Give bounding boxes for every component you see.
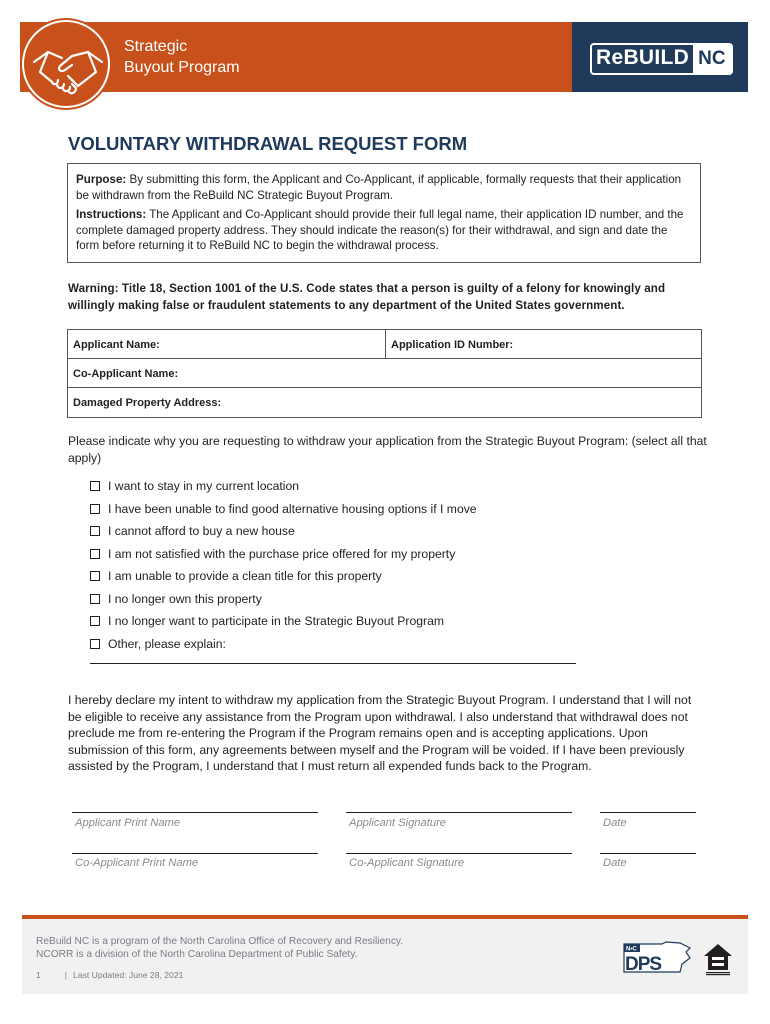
coapplicant-date-line[interactable]: [600, 853, 696, 854]
page-header: [0, 0, 770, 92]
reason-option[interactable]: [90, 475, 477, 498]
footer-text: [36, 936, 403, 961]
coapplicant-print-line[interactable]: [72, 853, 318, 854]
form-title: VOLUNTARY WITHDRAWAL REQUEST FORM: [68, 133, 468, 154]
purpose-paragraph: [76, 172, 692, 203]
reason-option[interactable]: [90, 588, 477, 611]
reason-options: [90, 475, 477, 655]
reason-option[interactable]: [90, 610, 477, 633]
nc-dps-logo: [622, 940, 692, 974]
checkbox[interactable]: [90, 504, 100, 514]
option-label: I cannot afford to buy a new house: [108, 524, 295, 539]
program-title: [124, 36, 240, 78]
program-title-line2: Buyout Program: [124, 59, 240, 76]
purpose-label: Purpose:: [76, 173, 127, 186]
checkbox[interactable]: [90, 639, 100, 649]
application-id-field[interactable]: [386, 330, 702, 359]
dps-text: DPS: [625, 954, 662, 974]
program-title-line1: Strategic: [124, 38, 188, 55]
applicant-name-field[interactable]: [68, 330, 386, 359]
coapplicant-print-label: Co-Applicant Print Name: [75, 857, 199, 869]
rebuild-nc-logo: [590, 43, 733, 75]
footer-line1: ReBuild NC is a program of the North Carolina Office of Recovery and Resiliency.: [36, 936, 404, 947]
applicant-name-label: Applicant Name:: [73, 339, 160, 351]
coapplicant-signature-line[interactable]: [346, 853, 572, 854]
page-number: 1: [36, 970, 41, 980]
footer-page-info: [36, 970, 183, 980]
checkbox[interactable]: [90, 594, 100, 604]
applicant-info-table: [67, 329, 702, 418]
applicant-date-line[interactable]: [600, 812, 696, 813]
checkbox[interactable]: [90, 571, 100, 581]
property-address-field[interactable]: [68, 388, 702, 418]
purpose-box: [67, 163, 701, 263]
applicant-signature-line[interactable]: [346, 812, 572, 813]
coapplicant-date-label: Date: [603, 857, 627, 869]
applicant-print-label: Applicant Print Name: [75, 817, 181, 829]
option-label: I no longer want to participate in the Strategic Buyout Program: [108, 614, 445, 629]
co-applicant-name-label: Co-Applicant Name:: [73, 368, 179, 380]
purpose-text: By submitting this form, the Applicant and Co-Applicant, if applicable, formally requests that their application be withdrawn from the ReBuild NC Strategic Buyout Program.: [76, 173, 682, 202]
footer-line2: NCORR is a division of the North Carolina Department of Public Safety.: [36, 948, 358, 960]
footer-separator: |: [64, 970, 68, 980]
option-label: I am not satisfied with the purchase price offered for my property: [108, 546, 456, 561]
checkbox[interactable]: [90, 526, 100, 536]
property-address-label: Damaged Property Address:: [73, 397, 222, 409]
option-label: I no longer own this property: [108, 591, 262, 606]
option-label: I want to stay in my current location: [108, 479, 300, 494]
instructions-paragraph: [76, 207, 692, 254]
reason-option[interactable]: [90, 520, 477, 543]
last-updated: Last Updated: June 28, 2021: [73, 970, 184, 980]
reason-option-other[interactable]: [90, 633, 477, 656]
co-applicant-name-field[interactable]: [68, 359, 702, 388]
instructions-label: Instructions:: [76, 208, 147, 221]
applicant-date-label: Date: [603, 817, 627, 829]
applicant-print-line[interactable]: [72, 812, 318, 813]
application-id-label: Application ID Number:: [391, 339, 514, 351]
reason-option[interactable]: [90, 565, 477, 588]
rebuild-logo-nc: NC: [693, 45, 730, 73]
dps-nc-text: N•C: [626, 946, 637, 953]
other-explain-line[interactable]: [90, 663, 576, 664]
reason-question: Please indicate why you are requesting to withdraw your application from the Strategic Buyout Program: (select all that apply): [68, 434, 707, 465]
coapplicant-signature-label: Co-Applicant Signature: [349, 857, 465, 869]
reason-option[interactable]: [90, 498, 477, 521]
handshake-icon: [22, 20, 110, 108]
option-label: Other, please explain:: [108, 636, 226, 651]
applicant-signature-label: Applicant Signature: [349, 817, 447, 829]
checkbox[interactable]: [90, 481, 100, 491]
warning-statement: Warning: Title 18, Section 1001 of the U.S. Code states that a person is guilty of a felony for knowingly and willingly making false or fraudulent statements to any department of the United States government.: [68, 282, 666, 312]
option-label: I am unable to provide a clean title for this property: [108, 569, 382, 584]
checkbox[interactable]: [90, 616, 100, 626]
declaration-text: I hereby declare my intent to withdraw my application from the Strategic Buyout Program. I understand that I will not be eligible to receive any assistance from the Program upon withdrawal. I also understand that withdrawal does not preclude me from re-entering the Program if the Program remains open and is accepting applications. Upon submission of this form, any agreements between myself and the Program will be voided. If I have been previously assisted by the Program, I understand that I must return all expended funds back to the Program.: [68, 693, 692, 773]
checkbox[interactable]: [90, 549, 100, 559]
option-label: I have been unable to find good alternative housing options if I move: [108, 501, 477, 516]
equal-housing-icon: [700, 940, 736, 976]
instructions-text: The Applicant and Co-Applicant should provide their full legal name, their application ID number, and the complete damaged property address. They should indicate the reason(s) for their withdrawal, and sign and date the form before returning it to ReBuild NC to begin the withdrawal process.: [76, 208, 684, 252]
reason-option[interactable]: [90, 543, 477, 566]
rebuild-logo-text: ReBUILD: [596, 46, 690, 69]
